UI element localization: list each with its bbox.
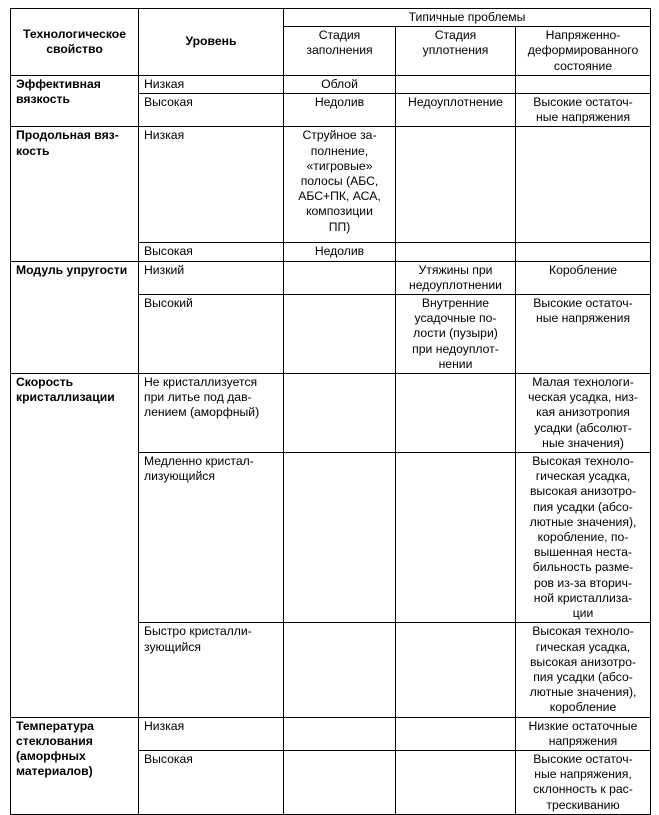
level-cell: Медленно кристал- лизующийся bbox=[139, 453, 284, 623]
packing-stage-cell bbox=[396, 374, 516, 453]
packing-stage-cell bbox=[396, 243, 516, 261]
level-cell: Высокая bbox=[139, 243, 284, 261]
property-cell: Скорость кристаллизации bbox=[11, 374, 139, 717]
header-property: Технологическое свойство bbox=[11, 9, 139, 76]
table-row bbox=[11, 261, 651, 294]
stress-state-cell bbox=[516, 127, 651, 243]
stress-state-cell: Высокие остаточ- ные напряжения, склонность к рас- трескиванию bbox=[516, 750, 651, 814]
stress-state-cell: Низкие остаточные напряжения bbox=[516, 717, 651, 750]
filling-stage-cell bbox=[284, 750, 396, 814]
filling-stage-cell bbox=[284, 453, 396, 623]
level-cell: Низкая bbox=[139, 127, 284, 243]
table-row bbox=[11, 374, 651, 453]
packing-stage-cell: Утяжины при недоуплотнении bbox=[396, 261, 516, 294]
packing-stage-cell bbox=[396, 717, 516, 750]
level-cell: Высокая bbox=[139, 750, 284, 814]
stress-state-cell: Малая технологи- ческая усадка, низ- кая анизотропия усадки (абсолют- ные значения) bbox=[516, 374, 651, 453]
packing-stage-cell bbox=[396, 750, 516, 814]
header-filling-stage: Стадия заполнения bbox=[284, 27, 396, 76]
table-row bbox=[11, 127, 651, 243]
packing-stage-cell bbox=[396, 623, 516, 717]
filling-stage-cell: Недолив bbox=[284, 243, 396, 261]
level-cell: Низкая bbox=[139, 717, 284, 750]
filling-stage-cell: Струйное за- полнение, «тигровые» полосы (АБС, АБС+ПК, АСА, композиции ПП) bbox=[284, 127, 396, 243]
filling-stage-cell bbox=[284, 295, 396, 374]
level-cell: Не кристаллизуется при литье под дав- лением (аморфный) bbox=[139, 374, 284, 453]
stress-state-cell bbox=[516, 243, 651, 261]
property-cell: Температура стеклования (аморфных материалов) bbox=[11, 717, 139, 814]
stress-state-cell: Высокая техноло- гическая усадка, высокая анизотро- пия усадки (абсо- лютные значения), коробление bbox=[516, 623, 651, 717]
stress-state-cell: Высокая техноло- гическая усадка, высокая анизотро- пия усадки (абсо- лютные значения), коробление, по- вышенная неста- бильность разме- ров из-за вторич- ной кристаллиза- ции bbox=[516, 453, 651, 623]
packing-stage-cell bbox=[396, 127, 516, 243]
filling-stage-cell bbox=[284, 717, 396, 750]
packing-stage-cell: Недоуплотнение bbox=[396, 94, 516, 127]
level-cell: Быстро кристалли- зующийся bbox=[139, 623, 284, 717]
filling-stage-cell: Облой bbox=[284, 75, 396, 93]
level-cell: Низкий bbox=[139, 261, 284, 294]
filling-stage-cell bbox=[284, 261, 396, 294]
stress-state-cell bbox=[516, 75, 651, 93]
properties-table bbox=[10, 8, 651, 815]
level-cell: Низкая bbox=[139, 75, 284, 93]
stress-state-cell: Коробление bbox=[516, 261, 651, 294]
table-row bbox=[11, 75, 651, 93]
header-packing-stage: Стадия уплотнения bbox=[396, 27, 516, 76]
header-level: Уровень bbox=[139, 9, 284, 76]
filling-stage-cell bbox=[284, 374, 396, 453]
level-cell: Высокая bbox=[139, 94, 284, 127]
table-row bbox=[11, 717, 651, 750]
table-body bbox=[11, 75, 651, 814]
stress-state-cell: Высокие остаточ- ные напряжения bbox=[516, 295, 651, 374]
packing-stage-cell bbox=[396, 453, 516, 623]
stress-state-cell: Высокие остаточ- ные напряжения bbox=[516, 94, 651, 127]
property-cell: Продольная вяз- кость bbox=[11, 127, 139, 261]
header-stress-state: Напряженно-деформированного состояние bbox=[516, 27, 651, 76]
filling-stage-cell: Недолив bbox=[284, 94, 396, 127]
property-cell: Эффективная вязкость bbox=[11, 75, 139, 127]
level-cell: Высокий bbox=[139, 295, 284, 374]
packing-stage-cell bbox=[396, 75, 516, 93]
packing-stage-cell: Внутренние усадочные по- лости (пузыри) при недоуплот- нении bbox=[396, 295, 516, 374]
property-cell: Модуль упругости bbox=[11, 261, 139, 373]
filling-stage-cell bbox=[284, 623, 396, 717]
header-typical-problems: Типичные проблемы bbox=[284, 9, 651, 27]
